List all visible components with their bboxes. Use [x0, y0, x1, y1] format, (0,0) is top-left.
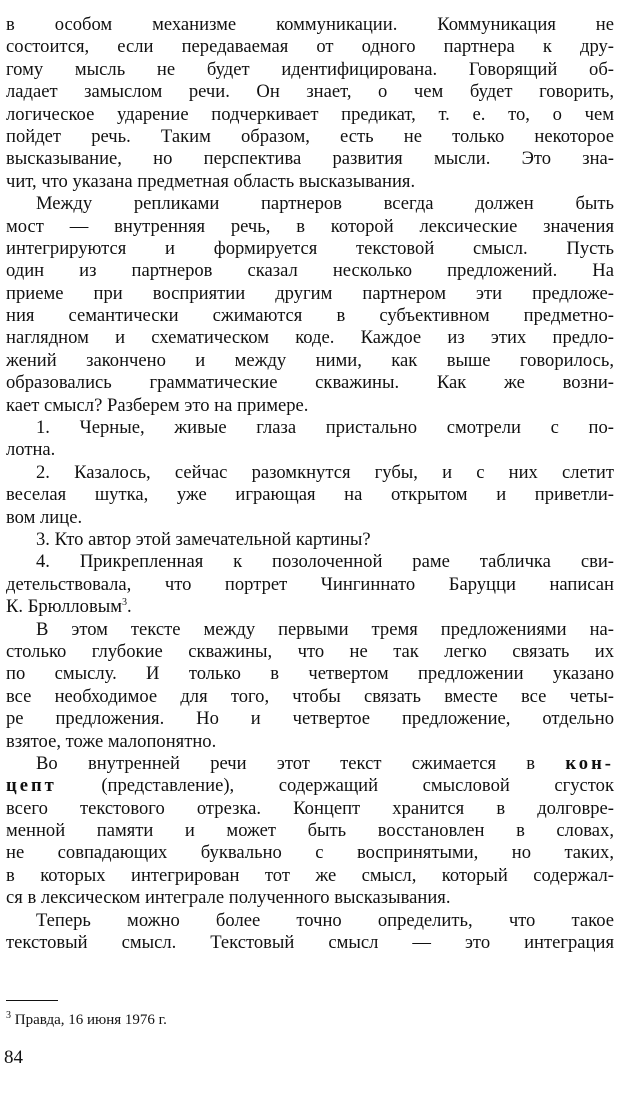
emphasized-term: цепт [6, 775, 57, 797]
line-text: один из партнеров сказал несколько предложений. На [6, 260, 614, 282]
line-text: мост — внутренняя речь, в которой лексические значения [6, 215, 614, 237]
text-line [6, 910, 614, 932]
line-text: взятое, тоже малопонятно. [6, 730, 217, 752]
text-line [6, 417, 614, 439]
line-text: по смыслу. И только в четвертом предложении указано [6, 663, 614, 685]
text-line [6, 439, 614, 461]
text-line [6, 484, 614, 506]
page-number: 84 [4, 1047, 23, 1068]
footnote-divider [6, 1000, 58, 1001]
line-punctuation: . [127, 596, 132, 618]
text-line [6, 596, 614, 618]
text-line [6, 14, 614, 36]
footnote-text: Правда, 16 июня 1976 г. [14, 1012, 167, 1028]
text-line [6, 507, 614, 529]
line-text: В этом тексте между первыми тремя предложениями на- [36, 618, 614, 640]
text-line [6, 305, 614, 327]
text-line [6, 372, 614, 394]
text-line [6, 798, 614, 820]
line-text: 1. Черные, живые глаза пристально смотрели с по- [36, 417, 614, 439]
text-line [6, 708, 614, 730]
line-text: текстовый смысл. Текстовый смысл — это интеграция [6, 932, 614, 954]
line-text: ния семантически сжимаются в субъективном предметно- [6, 305, 614, 327]
line-text: образовались грамматические скважины. Как же возни- [6, 372, 614, 394]
line-text: приеме при восприятии другим партнером эти предложе- [6, 282, 614, 304]
line-text: вом лице. [6, 506, 83, 528]
text-line [6, 775, 614, 797]
text-line [6, 887, 614, 909]
line-text: гому мысль не будет идентифицирована. Говорящий об- [6, 58, 614, 80]
text-line [6, 663, 614, 685]
line-text: высказывание, но перспектива развития мысли. Это зна- [6, 148, 614, 170]
text-line [6, 104, 614, 126]
text-line [6, 81, 614, 103]
line-text: 2. Казалось, сейчас разомкнутся губы, и с них слетит [36, 461, 614, 483]
text-line [6, 753, 614, 775]
emphasized-term: кон- [565, 752, 614, 774]
text-line [6, 126, 614, 148]
text-line [6, 148, 614, 170]
line-text: ре предложения. Но и четвертое предложение, отдельно [6, 708, 614, 730]
text-line [6, 574, 614, 596]
text-line [6, 395, 614, 417]
line-text: пойдет речь. Таким образом, есть не только некоторое [6, 125, 614, 147]
line-text: в которых интегрирован тот же смысл, который содержал- [6, 864, 614, 886]
line-text: жений закончено и между ними, как выше говорилось, [6, 349, 614, 371]
footnote-marker: 3 [6, 1010, 11, 1021]
text-line [6, 216, 614, 238]
line-text: Теперь можно более точно определить, что такое [36, 909, 614, 931]
line-text: все необходимое для того, чтобы связать вместе все четы- [6, 685, 614, 707]
line-text: 4. Прикрепленная к позолоченной раме табличка сви- [36, 551, 614, 573]
line-text: веселая шутка, уже играющая на открытом и приветли- [6, 484, 614, 506]
text-line [6, 193, 614, 215]
line-text: (представление), содержащий смысловой сгусток [56, 775, 614, 797]
text-line [6, 462, 614, 484]
line-text: лотна. [6, 439, 56, 461]
text-line [6, 36, 614, 58]
text-line [6, 350, 614, 372]
line-text: 3. Кто автор этой замечательной картины? [36, 528, 371, 550]
line-text: наглядном и схематическом коде. Каждое из этих предло- [6, 327, 614, 349]
text-line [6, 238, 614, 260]
text-line [6, 171, 614, 193]
line-text: чит, что указана предметная область высказывания. [6, 170, 416, 192]
main-text [6, 14, 614, 954]
text-line [6, 327, 614, 349]
line-text: К. Брюлловым [6, 596, 122, 618]
text-line [6, 59, 614, 81]
line-text: в особом механизме коммуникации. Коммуникация не [6, 14, 614, 35]
text-line [6, 932, 614, 954]
text-line [6, 820, 614, 842]
line-text: ладает замыслом речи. Он знает, о чем будет говорить, [6, 81, 614, 103]
line-text: детельствовала, что портрет Чингиннато Баруцци написан [6, 573, 614, 595]
line-text: Между репликами партнеров всегда должен быть [36, 193, 614, 215]
line-text: Во внутренней речи этот текст сжимается в [36, 752, 536, 774]
line-text: менной памяти и может быть восстановлен в словах, [6, 820, 614, 842]
line-text: не совпадающих буквально с воспринятыми, но таких, [6, 842, 614, 864]
line-text: ся в лексическом интеграле полученного высказывания. [6, 887, 451, 909]
line-text: интегрируются и формируется текстовой смысл. Пусть [6, 237, 614, 259]
text-line [6, 641, 614, 663]
text-line [6, 283, 614, 305]
text-line [6, 686, 614, 708]
line-text: столько глубокие скважины, что не так легко связать их [6, 640, 614, 662]
footnote-reference: 3 [122, 596, 127, 608]
line-text: состоится, если передаваемая от одного партнера к дру- [6, 36, 614, 58]
text-line [6, 529, 614, 551]
line-text: всего текстового отрезка. Концепт хранится в долговре- [6, 797, 614, 819]
text-line [6, 865, 614, 887]
line-text: кает смысл? Разберем это на примере. [6, 394, 309, 416]
text-line [6, 551, 614, 573]
text-line [6, 731, 614, 753]
text-line [6, 842, 614, 864]
text-line [6, 619, 614, 641]
line-text: логическое ударение подчеркивает предикат, т. е. то, о чем [6, 103, 614, 125]
text-line [6, 260, 614, 282]
footnote [6, 1011, 167, 1029]
